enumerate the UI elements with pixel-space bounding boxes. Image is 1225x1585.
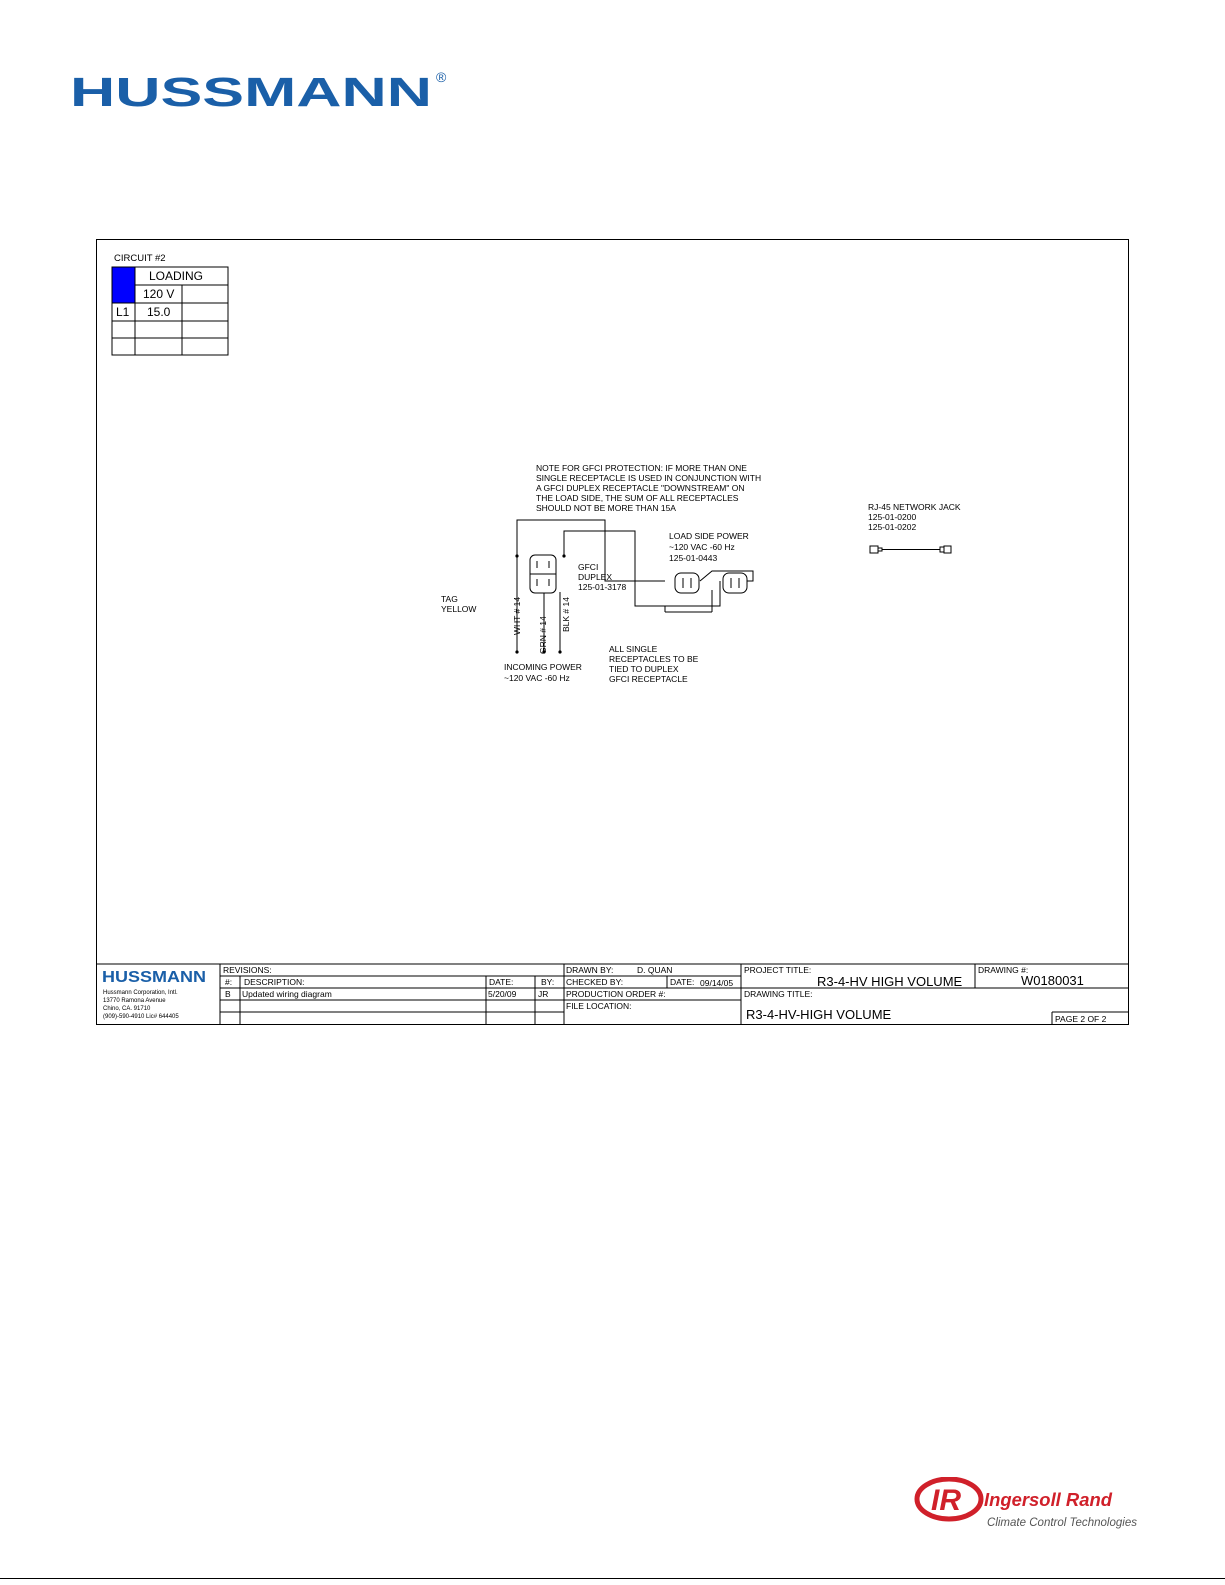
single-receptacle [723, 573, 747, 593]
load-side-line: 125-01-0443 [669, 553, 718, 563]
incoming-line: INCOMING POWER [504, 662, 582, 672]
rev-date-label: DATE: [489, 977, 514, 987]
hussmann-logo-text: HUSSMANN [70, 69, 433, 115]
rj45-label [868, 502, 961, 532]
load-side-line: LOAD SIDE POWER [669, 531, 749, 541]
single-note-line: TIED TO DUPLEX [609, 664, 679, 674]
drawing-title-value: R3-4-HV-HIGH VOLUME [746, 1007, 892, 1022]
single-receptacle-note [609, 644, 699, 684]
row-l1-value: 15.0 [147, 305, 171, 319]
project-title-value: R3-4-HV HIGH VOLUME [817, 974, 963, 989]
drawing-number-label: DRAWING #: [978, 965, 1029, 975]
ingersoll-rand-logo [914, 1477, 1144, 1539]
wire-label-green: GRN # 14 [538, 616, 548, 654]
page-bottom-rule [0, 1578, 1225, 1579]
rev-description-label: DESCRIPTION: [244, 977, 305, 987]
tag-line: YELLOW [441, 604, 477, 614]
rev-date: 5/20/09 [488, 989, 517, 999]
title-block-logo: HUSSMANN [102, 969, 206, 986]
gfci-note-line: THE LOAD SIDE, THE SUM OF ALL RECEPTACLES [536, 493, 739, 503]
load-side-line: ~120 VAC -60 Hz [669, 542, 735, 552]
rev-by-label: BY: [541, 977, 555, 987]
company-address [103, 990, 179, 1020]
project-title-label: PROJECT TITLE: [744, 965, 812, 975]
circuit-header-fill [112, 267, 135, 303]
loading-label: LOADING [149, 269, 204, 283]
address-line: (909)-590-4910 Lic# 644405 [103, 1014, 179, 1020]
row-l1-label: L1 [116, 305, 130, 319]
rj45-line: RJ-45 NETWORK JACK [868, 502, 961, 512]
gfci-duplex-line: 125-01-3178 [578, 582, 627, 592]
drawn-by-value: D. QUAN [637, 965, 673, 975]
ir-company-name: Ingersoll Rand [984, 1490, 1114, 1510]
single-note-line: ALL SINGLE [609, 644, 658, 654]
rj45-line: 125-01-0200 [868, 512, 917, 522]
incoming-line: ~120 VAC -60 Hz [504, 673, 570, 683]
single-receptacle [675, 573, 699, 593]
rev-letter: B [225, 989, 231, 999]
incoming-power-label [504, 662, 582, 683]
rj45-cable-icon [870, 546, 951, 553]
wire-label-white: WHT # 14 [512, 596, 522, 635]
revisions-section [223, 965, 554, 999]
gfci-note [536, 463, 761, 513]
checked-date-value: 09/14/05 [700, 978, 734, 988]
tag-line: TAG [441, 594, 458, 604]
gfci-duplex-label [578, 562, 626, 592]
ir-tagline: Climate Control Technologies [987, 1517, 1138, 1529]
drawing-title-label: DRAWING TITLE: [744, 989, 813, 999]
gfci-note-line: A GFCI DUPLEX RECEPTACLE "DOWNSTREAM" ON [536, 483, 745, 493]
file-location-label: FILE LOCATION: [566, 1001, 632, 1011]
production-order-label: PRODUCTION ORDER #: [566, 989, 666, 999]
voltage-label: 120 V [143, 287, 175, 301]
checked-date-label: DATE: [670, 977, 695, 987]
address-line: Hussmann Corporation, Intl. [103, 990, 178, 996]
address-line: Chino, CA. 91710 [103, 1006, 151, 1012]
gfci-note-line: NOTE FOR GFCI PROTECTION: IF MORE THAN ONE [536, 463, 747, 473]
gfci-duplex-line: GFCI [578, 562, 599, 572]
drawing-number-value: W0180031 [1021, 973, 1084, 988]
page-number: PAGE 2 OF 2 [1055, 1014, 1107, 1024]
registered-mark: ® [436, 69, 447, 85]
address-line: 13770 Ramona Avenue [103, 998, 166, 1004]
gfci-duplex-receptacle [530, 555, 556, 593]
rev-description: Updated wiring diagram [242, 989, 332, 999]
gfci-duplex-line: DUPLEX [578, 572, 613, 582]
rev-hash-label: #: [225, 977, 233, 987]
tag-label [441, 594, 476, 614]
single-note-line: GFCI RECEPTACLE [609, 674, 688, 684]
wire-label-black: BLK # 14 [561, 597, 571, 632]
single-note-line: RECEPTACLES TO BE [609, 654, 699, 664]
gfci-note-line: SHOULD NOT BE MORE THAN 15A [536, 503, 676, 513]
gfci-note-line: SINGLE RECEPTACLE IS USED IN CONJUNCTION WITH [536, 473, 762, 483]
drawn-by-label: DRAWN BY: [566, 965, 614, 975]
rev-by: JR [538, 989, 549, 999]
revisions-label: REVISIONS: [223, 965, 272, 975]
load-side-label [669, 531, 749, 563]
circuit-title: CIRCUIT #2 [114, 253, 166, 264]
checked-by-label: CHECKED BY: [566, 977, 624, 987]
ir-monogram: IR [931, 1484, 961, 1517]
rj45-line: 125-01-0202 [868, 522, 917, 532]
